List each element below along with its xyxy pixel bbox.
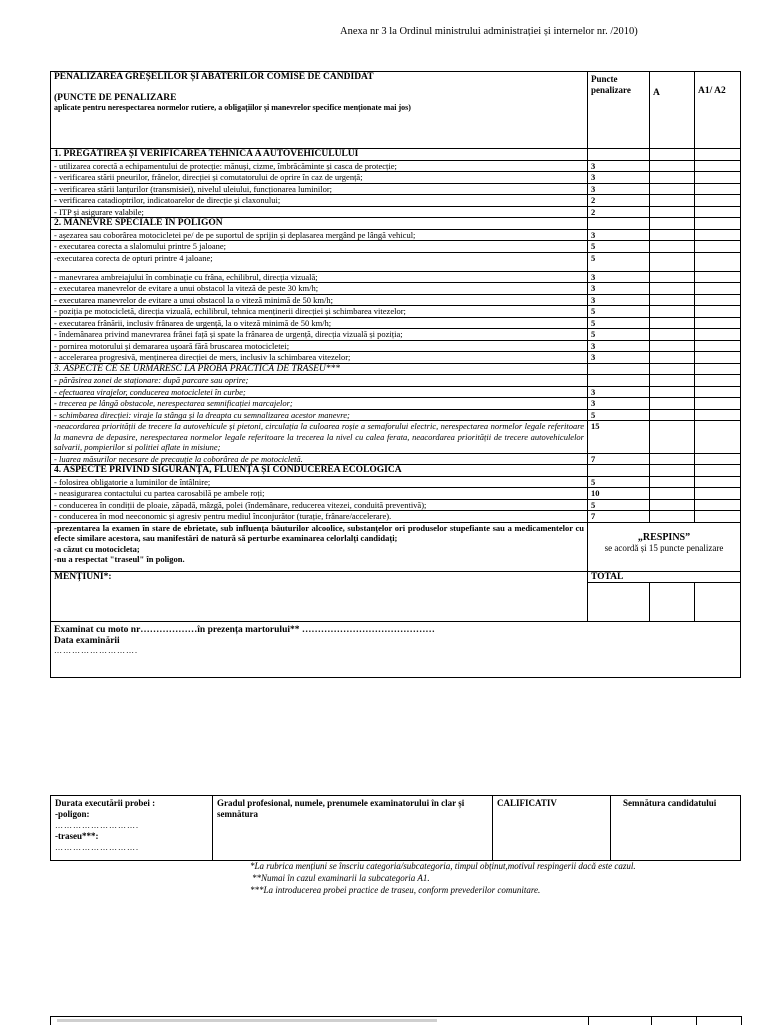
category-a-cell (650, 340, 695, 352)
penalty-points: 5 (588, 409, 650, 421)
table-header-row (51, 72, 741, 149)
penalty-points: 7 (588, 453, 650, 465)
points-cell (588, 149, 650, 161)
category-a-cell (650, 218, 695, 230)
table-row (51, 375, 741, 387)
category-a-cell (650, 241, 695, 253)
penalty-points: 3 (588, 340, 650, 352)
rejection-verdict-cell (588, 522, 741, 571)
category-a1a2-cell (695, 317, 741, 329)
category-a-cell (650, 160, 695, 172)
category-a1a2-cell (695, 465, 741, 477)
polygon-dots: ………………………. (55, 821, 139, 830)
category-a-cell (650, 511, 695, 523)
table-row (51, 329, 741, 341)
category-a-cell (650, 329, 695, 341)
category-a1a2-cell (695, 183, 741, 195)
table-row (51, 488, 741, 500)
category-a1a2-cell (695, 453, 741, 465)
table-row (51, 229, 741, 241)
category-a1a2-cell (695, 229, 741, 241)
category-a-cell (650, 409, 695, 421)
penalty-points: 3 (588, 183, 650, 195)
penalty-points: 5 (588, 317, 650, 329)
exam-vehicle-line: Examinat cu moto nr………………în prezența martorului** …………………………………… (54, 625, 435, 635)
table-row (51, 453, 741, 465)
category-a-cell (650, 398, 695, 410)
penalty-description: - părăsirea zonei de staționare: după parcare sau oprire; (51, 375, 588, 387)
penalty-description: - efectuarea virajelor, conducerea motocicletei în curbe; (51, 386, 588, 398)
footnotes (250, 860, 636, 896)
category-a1a2-cell (695, 352, 741, 364)
category-a1a2-cell (695, 421, 741, 454)
category-a1a2-cell (695, 363, 741, 375)
footnote-3: ***La introducerea probei practice de traseu, conform prevederilor comunitare. (250, 885, 541, 895)
category-a-cell (650, 229, 695, 241)
points-cell (588, 465, 650, 477)
penalty-description: - executarea corecta a slalomului printre 5 jaloane; (51, 241, 588, 253)
section-heading-row (51, 218, 741, 230)
penalty-points: 2 (588, 195, 650, 207)
category-a-cell (650, 375, 695, 387)
rejection-route: -nu a respectat "traseul" în poligon. (54, 554, 185, 564)
table-row (51, 499, 741, 511)
category-a1a2-cell (695, 499, 741, 511)
total-a1a2-cell (695, 583, 741, 622)
exam-info-cell (51, 622, 741, 678)
polygon-label: -poligon: (55, 809, 90, 819)
penalty-description: - pornirea motorului și demararea ușoară fără bruscarea motocicletei; (51, 340, 588, 352)
category-a1a2-cell (695, 375, 741, 387)
penalty-description: - neasigurarea contactului cu partea carosabilă pe ambele roți; (51, 488, 588, 500)
penalty-description: - executarea frânării, inclusiv frânarea de urgență, la o viteză minimă de 50 km/h; (51, 317, 588, 329)
category-a-cell (650, 363, 695, 375)
table-row (51, 352, 741, 364)
penalty-points: 3 (588, 352, 650, 364)
category-a-cell (650, 252, 695, 271)
category-a-cell (650, 386, 695, 398)
category-a-cell (650, 499, 695, 511)
rejected-note: se acordă și 15 puncte penalizare (604, 543, 724, 553)
category-a1a2-cell (695, 398, 741, 410)
penalty-points: 7 (588, 511, 650, 523)
table-row (51, 421, 741, 454)
section-heading: 4. ASPECTE PRIVIND SIGURANȚA, FLUENȚA ȘI CONDUCEREA ECOLOGICĂ (51, 465, 588, 477)
exam-info-row (51, 622, 741, 678)
category-a-cell (650, 195, 695, 207)
penalty-points: 5 (588, 252, 650, 271)
category-a1a2-cell (695, 283, 741, 295)
penalty-points: 10 (588, 488, 650, 500)
mentions-row (51, 571, 741, 583)
table-row (51, 476, 741, 488)
category-a-cell (650, 294, 695, 306)
category-a-cell (650, 271, 695, 283)
penalty-points: 5 (588, 241, 650, 253)
duration-label: Durata executării probei : (55, 798, 156, 808)
penalty-description: - executarea manevrelor de evitare a unui obstacol la viteză de peste 30 km/h; (51, 283, 588, 295)
penalty-description: - executarea manevrelor de evitare a unui obstacol la o viteză minimă de 50 km/h; (51, 294, 588, 306)
candidate-signature-cell: Semnătura candidatului (611, 796, 741, 861)
table-row (51, 172, 741, 184)
table-row (51, 294, 741, 306)
section-heading-row (51, 363, 741, 375)
penalty-description: - accelerarea progresivă, menținerea direcției de mers, inclusiv la schimbarea vitezelor; (51, 352, 588, 364)
table-row (51, 206, 741, 218)
penalty-description: -executarea corecta de opturi printre 4 jaloane; (51, 252, 588, 271)
category-a1a2-cell (695, 160, 741, 172)
category-a1a2-cell (695, 206, 741, 218)
category-a1a2-cell (695, 294, 741, 306)
category-a-header: A (650, 72, 695, 149)
table-row (51, 511, 741, 523)
section-heading-row (51, 149, 741, 161)
penalty-points: 2 (588, 206, 650, 218)
route-label: -traseu***: (55, 831, 99, 841)
exam-date-label: Data examinării (54, 635, 120, 646)
penalty-description: - conducerea în condiții de ploaie, zăpadă, mâzgă, polei (îndemânare, reducerea vitezei, conduită preventivă); (51, 499, 588, 511)
table-row (51, 183, 741, 195)
table-row (51, 252, 741, 271)
category-a1a2-cell (695, 306, 741, 318)
category-a1a2-cell (695, 218, 741, 230)
penalty-description: - poziția pe motocicletă, direcția vizuală, echilibrul, tehnica menținerii direcției și schimbarea vitezelor; (51, 306, 588, 318)
category-a-cell (650, 352, 695, 364)
category-a-cell (650, 206, 695, 218)
total-points-cell (588, 583, 650, 622)
penalty-description: - luarea măsurilor necesare de precauție la coborârea de pe motocicletă. (51, 453, 588, 465)
rejection-fall: -a căzut cu motocicleta; (54, 543, 140, 554)
penalty-description: - ITP și asigurare valabile; (51, 206, 588, 218)
penalty-points: 3 (588, 294, 650, 306)
qualification-cell: CALIFICATIV (493, 796, 611, 861)
penalty-description: - manevrarea ambreiajului în combinație cu frâna, echilibrul, direcția vizuală; (51, 271, 588, 283)
document-header: Anexa nr 3 la Ordinul ministrului administrației și internelor nr. /2010) (340, 26, 638, 37)
examiner-cell: Gradul profesional, numele, prenumele examinatorului în clar și semnătura (213, 796, 493, 861)
category-a1a2-cell (695, 329, 741, 341)
category-a-cell (650, 421, 695, 454)
mentions-label: MENȚIUNI*: (51, 571, 588, 622)
penalty-description: -neacordarea priorității de trecere la autovehicule și pietoni, circulația la culoarea roșie a semaforului electric, nerespectarea normelor legale referitoare la manevra de depasire, nerespectarea normelor legale referitoare la trecerea la nivel cu calea ferata, neacordarea priorității de trecere autovehiculelor salvarii, pompierilor si politiei aflate in misiune; (51, 421, 588, 454)
penalty-points: 3 (588, 283, 650, 295)
points-cell (588, 363, 650, 375)
category-a-cell (650, 453, 695, 465)
section-heading: 3. ASPECTE CE SE URMĂRESC LA PROBA PRACTICĂ DE TRASEU*** (51, 363, 588, 375)
rejection-row (51, 522, 741, 571)
category-a1a2-cell (695, 340, 741, 352)
section-heading: 2. MANEVRE SPECIALE ÎN POLIGON (51, 218, 588, 230)
category-a-cell (650, 306, 695, 318)
table-title-cell (51, 72, 588, 149)
rejection-text: -prezentarea la examen în stare de ebrietate, sub influența băuturilor alcoolice, substanțelor ori produselor stupefiante sau a medicamentelor cu efecte similare acestora, sau manifestări de natură să perturbe examinarea celorlalți candidați; (54, 522, 584, 543)
signature-table (50, 795, 741, 861)
penalty-points: 3 (588, 386, 650, 398)
category-a1a2-header: A1/ A2 (695, 72, 741, 149)
category-a-cell (650, 488, 695, 500)
points-cell (588, 218, 650, 230)
penalty-description: - trecerea pe lângă obstacole, nerespectarea semnificației marcajelor; (51, 398, 588, 410)
table-row (51, 398, 741, 410)
category-a-cell (650, 149, 695, 161)
penalty-points: 5 (588, 306, 650, 318)
penalty-description: - conducerea în mod neeconomic și agresiv pentru mediul înconjurător (turație, frânare/accelerare). (51, 511, 588, 523)
penalty-points: 3 (588, 229, 650, 241)
penalty-description: - așezarea sau coborârea motocicletei pe/ de pe suportul de sprijin și deplasarea mergând pe lângă vehicul; (51, 229, 588, 241)
penalty-points: 5 (588, 476, 650, 488)
penalty-description: - îndemânarea privind manevrarea frânei față și spate la frânarea de urgență, direcția vizuală și poziția; (51, 329, 588, 341)
penalty-description: - folosirea obligatorie a luminilor de întâlnire; (51, 476, 588, 488)
table-row (51, 306, 741, 318)
table-row (51, 409, 741, 421)
category-a1a2-cell (695, 386, 741, 398)
table-row (51, 283, 741, 295)
penalty-points: 5 (588, 499, 650, 511)
footnote-2: **Numai în cazul examinarii la subcategoria A1. (252, 873, 430, 883)
table-subtitle-note: aplicate pentru nerespectarea normelor rutiere, a obligațiilor și manevrelor specifice menționate mai jos) (54, 103, 411, 112)
table-row (51, 340, 741, 352)
table-subtitle: (PUNCTE DE PENALIZARE (54, 92, 177, 103)
table-row (51, 195, 741, 207)
penalty-description: - utilizarea corectă a echipamentului de protecție: mănuși, cizme, îmbrăcăminte și casca de protecție; (51, 160, 588, 172)
table-title: PENALIZAREA GREȘELILOR ȘI ABATERILOR COMISE DE CANDIDAT (54, 72, 374, 82)
table-row (51, 271, 741, 283)
table-row (51, 241, 741, 253)
total-label: TOTAL (588, 571, 741, 583)
category-a1a2-cell (695, 409, 741, 421)
faded-heading (57, 1019, 437, 1022)
section-heading-row (51, 465, 741, 477)
penalty-points: 3 (588, 160, 650, 172)
category-a-cell (650, 183, 695, 195)
penalty-description: - verificarea catadioptrilor, indicatoarelor de direcție și claxonului; (51, 195, 588, 207)
rejection-conditions (51, 522, 588, 571)
category-a1a2-cell (695, 271, 741, 283)
penalty-points: 5 (588, 329, 650, 341)
category-a-cell (650, 465, 695, 477)
category-a-cell (650, 476, 695, 488)
category-a1a2-cell (695, 476, 741, 488)
table-row (51, 386, 741, 398)
category-a-cell (650, 317, 695, 329)
category-a1a2-cell (695, 252, 741, 271)
category-a1a2-cell (695, 511, 741, 523)
penalty-description: - schimbarea direcției: viraje la stânga și la dreapta cu semnalizarea acestor manevre; (51, 409, 588, 421)
category-a1a2-cell (695, 195, 741, 207)
total-a-cell (650, 583, 695, 622)
category-a-cell (650, 283, 695, 295)
section-heading: 1. PREGĂTIREA ȘI VERIFICAREA TEHNICĂ A AUTOVEHICULULUI (51, 149, 588, 161)
category-a1a2-cell (695, 241, 741, 253)
penalty-points: 3 (588, 172, 650, 184)
category-a1a2-cell (695, 172, 741, 184)
duration-cell (51, 796, 213, 861)
penalty-points: 3 (588, 271, 650, 283)
rejected-verdict: „RESPINS” (637, 531, 691, 543)
category-a-cell (650, 172, 695, 184)
penalty-description: - verificarea stării lanțurilor (transmisiei), nivelul uleiului, funcționarea luminilor; (51, 183, 588, 195)
penalty-points: 3 (588, 398, 650, 410)
penalty-table (50, 71, 741, 678)
penalty-points (588, 375, 650, 387)
table-row (51, 317, 741, 329)
exam-date-dots: ………………………. (54, 646, 138, 655)
category-a1a2-cell (695, 149, 741, 161)
points-column-header: Puncte penalizare (588, 72, 650, 149)
penalty-points: 15 (588, 421, 650, 454)
footnote-1: *La rubrica mențiuni se înscriu categoria/subcategoria, timpul obținut,motivul respingerii dacă este cazul. (250, 861, 636, 871)
table-row (51, 160, 741, 172)
category-a1a2-cell (695, 488, 741, 500)
penalty-description: - verificarea stării pneurilor, frânelor, direcției și comutatorului de oprire în caz de urgență; (51, 172, 588, 184)
route-dots: ………………………. (55, 843, 139, 852)
